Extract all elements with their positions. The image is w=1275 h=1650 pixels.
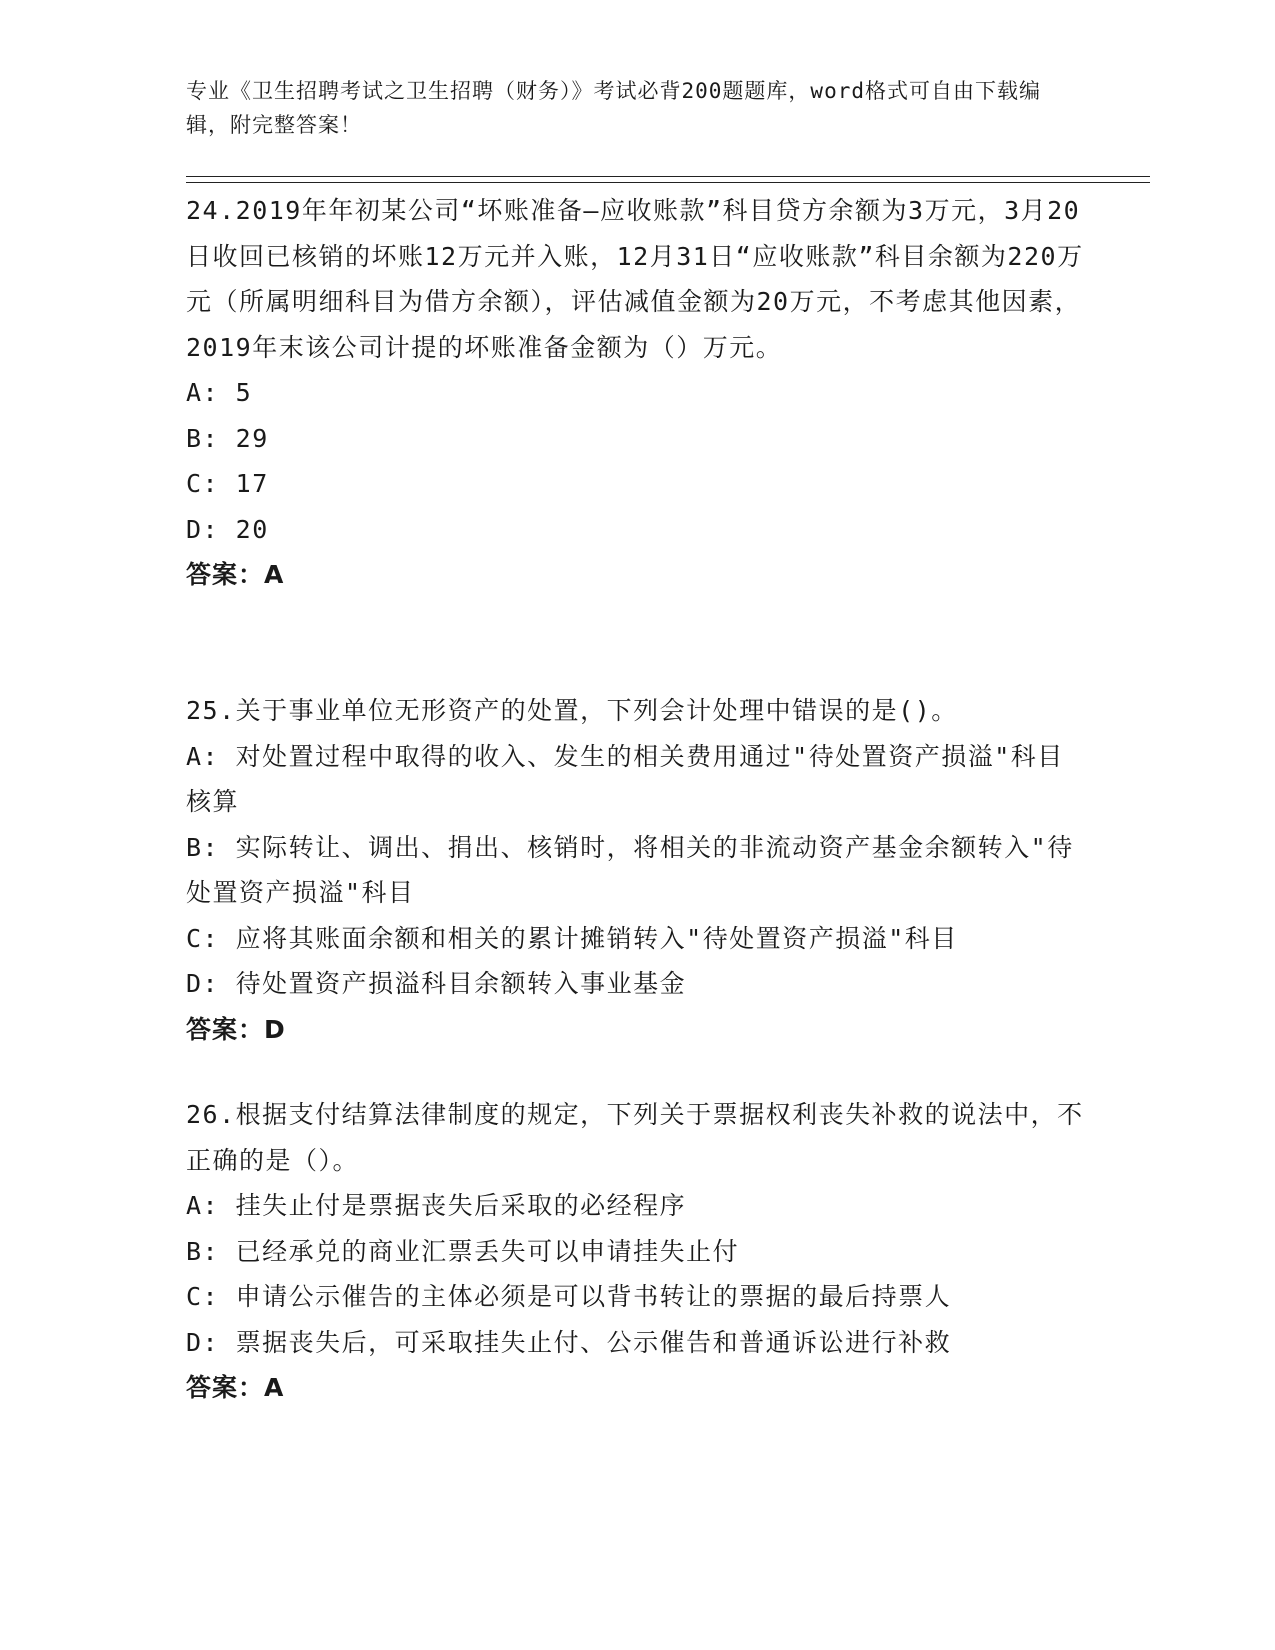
option-a: A: 对处置过程中取得的收入、发生的相关费用通过"待处置资产损溢"科目核算: [186, 741, 1064, 816]
question-25: [186, 688, 1086, 1052]
option-c: C: 应将其账面余额和相关的累计摊销转入"待处置资产损溢"科目: [186, 923, 958, 953]
option-d: D: 20: [186, 514, 269, 544]
option-c: C: 申请公示催告的主体必须是可以背书转让的票据的最后持票人: [186, 1282, 952, 1311]
question-stem: 24.2019年年初某公司“坏账准备—应收账款”科目贷方余额为3万元，3月20日收回已核销的坏账12万元并入账，12月31日“应收账款”科目余额为220万元（所属明细科目为借方余额），评估减值金额为20万元，不考虑其他因素，2019年末该公司计提的坏账准备金额为（）万元。: [186, 196, 1084, 362]
option-b: B: 实际转让、调出、捐出、核销时，将相关的非流动资产基金余额转入"待处置资产损溢"科目: [186, 832, 1074, 907]
option-b: B: 已经承兑的商业汇票丢失可以申请挂失止付: [186, 1236, 740, 1266]
header-rule-bottom: [186, 182, 1150, 183]
option-a: A: 挂失止付是票据丧失后采取的必经程序: [186, 1191, 687, 1220]
option-d: D: 票据丧失后，可采取挂失止付、公示催告和普通诉讼进行补救: [186, 1327, 952, 1357]
answer: 答案：D: [186, 1014, 286, 1044]
answer: 答案：A: [186, 560, 285, 589]
option-d: D: 待处置资产损溢科目余额转入事业基金: [186, 969, 687, 998]
option-b: B: 29: [186, 423, 269, 453]
question-stem: 26.根据支付结算法律制度的规定，下列关于票据权利丧失补救的说法中，不正确的是（）。: [186, 1100, 1084, 1175]
question-24: [186, 188, 1086, 598]
option-a: A: 5: [186, 378, 253, 407]
question-stem: 25.关于事业单位无形资产的处置，下列会计处理中错误的是()。: [186, 696, 958, 725]
option-c: C: 17: [186, 469, 269, 498]
answer: 答案：A: [186, 1373, 285, 1402]
document-header: 专业《卫生招聘考试之卫生招聘（财务）》考试必背200题题库，word格式可自由下载编辑，附完整答案！: [186, 79, 1041, 137]
question-26: [186, 1092, 1086, 1411]
header-rule-top: [186, 176, 1150, 177]
